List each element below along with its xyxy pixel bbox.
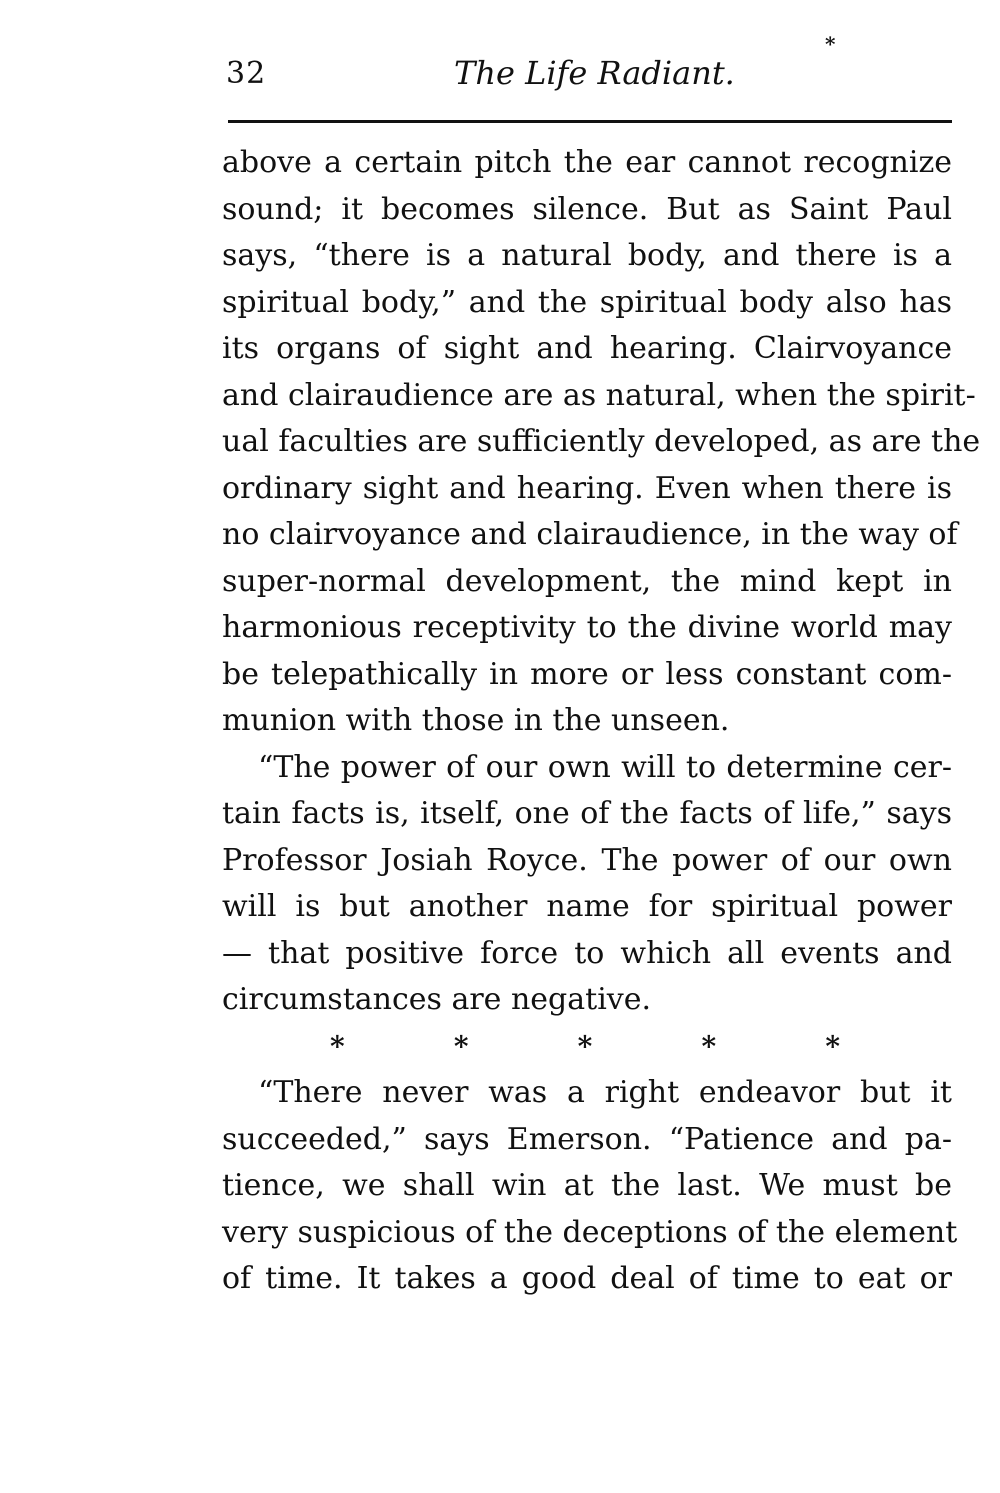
text-line: ual faculties are sufficiently developed, as are the xyxy=(222,424,981,459)
text-line: spiritual body,” and the spiritual body also has xyxy=(222,284,952,320)
text-line: “The power of our own will to determine cer- xyxy=(258,749,952,785)
text-line: sound; it becomes silence. But as Saint Paul xyxy=(222,191,952,227)
text-line: ordinary sight and hearing. Even when there is xyxy=(222,470,952,506)
text-line: harmonious receptivity to the divine world may xyxy=(222,610,952,645)
text-line: munion with those in the unseen. xyxy=(222,703,730,738)
page-number: 32 xyxy=(226,56,267,91)
text-line: super-normal development, the mind kept in xyxy=(222,563,952,599)
paragraph-3 xyxy=(222,1070,958,1303)
text-line: — that positive force to which all events and xyxy=(222,935,952,971)
text-line: tain facts is, itself, one of the facts of life,” says xyxy=(222,796,952,831)
text-line: will is but another name for spiritual power xyxy=(222,889,952,924)
text-line: no clairvoyance and clairaudience, in the way of xyxy=(222,517,958,552)
text-line: and clairaudience are as natural, when the spirit- xyxy=(222,377,976,413)
text-line: of time. It takes a good deal of time to eat or xyxy=(222,1261,952,1296)
text-line: tience, we shall win at the last. We must be xyxy=(222,1168,952,1203)
paragraph-1 xyxy=(222,140,981,745)
asterisk: * xyxy=(330,1029,345,1063)
text-line: its organs of sight and hearing. Clairvoyance xyxy=(222,331,952,366)
page-header xyxy=(222,32,952,102)
text-line: above a certain pitch the ear cannot recognize xyxy=(222,145,952,180)
text-line: circumstances are negative. xyxy=(222,982,652,1017)
text-line: be telepathically in more or less constant com- xyxy=(222,656,952,692)
section-separator xyxy=(330,1024,840,1071)
asterisk: * xyxy=(453,1029,469,1063)
running-title: The Life Radiant. xyxy=(454,54,735,92)
text-line: succeeded,” says Emerson. “Patience and pa- xyxy=(222,1121,952,1157)
paragraph-2 xyxy=(222,745,952,1024)
text-line: very suspicious of the deceptions of the element xyxy=(222,1214,958,1250)
header-rule xyxy=(228,120,952,123)
asterisk: * xyxy=(701,1029,717,1063)
text-line: says, “there is a natural body, and there is a xyxy=(222,238,952,273)
corner-mark: * xyxy=(825,32,836,56)
asterisk: * xyxy=(577,1029,593,1063)
asterisk: * xyxy=(825,1029,840,1063)
text-line: “There never was a right endeavor but it xyxy=(258,1075,952,1110)
body-text xyxy=(222,140,981,1303)
text-line: Professor Josiah Royce. The power of our own xyxy=(222,842,952,878)
